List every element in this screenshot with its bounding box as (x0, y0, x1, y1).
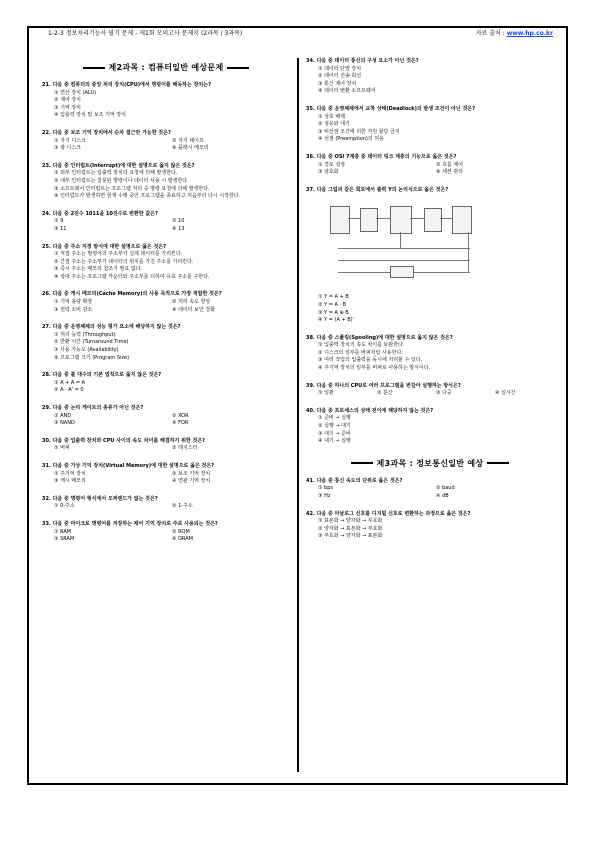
question-stem: 21. 다음 중 컴퓨터의 중앙 처리 장치(CPU)에서 명령어를 해독하는 장치는? (42, 82, 211, 88)
circuit-block (360, 208, 378, 232)
answer-option: ① 준비 → 실행 (318, 415, 351, 422)
answer-option: ③ 부호화 → 양자화 → 표본화 (318, 533, 383, 540)
question-item (42, 372, 290, 395)
answer-option: ① 표본화 → 양자화 → 부호화 (318, 518, 383, 525)
answer-option: ② baud (436, 485, 455, 492)
answer-option: ④ 인터럽트가 발생하면 현재 수행 중인 프로그램을 종료하고 처음부터 다시 시작한다. (54, 193, 241, 200)
answer-option: ④ 주기억 장치의 일부를 버퍼로 사용하는 방식이다. (318, 365, 431, 372)
answer-option: ② 흐름 제어 (436, 161, 463, 168)
answer-option: ② ROM (172, 528, 190, 535)
answer-option: ① 입출력 장치의 속도 차이를 보완한다. (318, 342, 405, 349)
answer-option-row (42, 445, 290, 453)
answer-option: ③ 즉시 주소는 메모리 참조가 필요 없다. (54, 266, 143, 273)
answer-option: ① 외부 인터럽트는 입출력 장치의 요청에 의해 발생한다. (54, 170, 178, 177)
page-header (48, 28, 553, 40)
answer-option: ② 디스크의 일부를 버퍼처럼 사용한다. (318, 349, 403, 356)
question-stem: 34. 다음 중 데이터 통신의 구성 요소가 아닌 것은? (306, 58, 419, 64)
answer-option-row (306, 162, 554, 170)
answer-option: ③ Y = A ⊕ B (318, 309, 349, 316)
question-item (306, 408, 554, 446)
answer-option: ① AND (54, 412, 72, 419)
question-item (42, 82, 290, 120)
answer-option: ③ 11 (54, 225, 67, 232)
answer-option: ① RAM (54, 528, 72, 535)
answer-option: ④ FOR (172, 420, 189, 427)
answer-option: ③ 전력 소비 감소 (54, 306, 93, 313)
question-item (306, 383, 554, 398)
title-bar-right (227, 67, 249, 69)
question-item (306, 335, 554, 373)
answer-option: ② XOR (172, 412, 189, 419)
answer-option: ① 9 (54, 218, 64, 225)
header-source-label: 자료 출처 : (475, 30, 505, 37)
question-item (42, 463, 290, 486)
question-stem: 22. 다음 중 보조 기억 장치에서 순차 접근만 가능한 것은? (42, 129, 171, 136)
answer-option-row (42, 413, 290, 421)
answer-option: ③ 대기 → 준비 (318, 430, 351, 437)
question-item (42, 521, 290, 544)
answer-option: ② 실행 → 대기 (318, 423, 351, 430)
answer-option: ④ 상대 주소는 프로그램 카운터와 주소부를 더하여 유효 주소를 구한다. (54, 273, 210, 280)
answer-option-row (42, 218, 290, 226)
question-item (42, 163, 290, 201)
answer-option: ④ 프로그램 크기 (Program Size) (54, 354, 130, 361)
question-stem: 36. 다음 중 OSI 7계층 중 데이터 링크 계층의 기능으로 옳은 것은? (306, 153, 457, 160)
question-list (306, 58, 554, 194)
answer-option: ③ Hz (318, 493, 331, 499)
answer-option-row (306, 390, 554, 398)
answer-option: ③ 다중 (436, 390, 452, 397)
answer-option-row (42, 420, 290, 428)
answer-option: ④ 연관 기억 장치 (172, 478, 211, 485)
answer-option-row (42, 145, 290, 153)
question-item (306, 106, 554, 144)
circuit-wire (348, 218, 360, 219)
answer-option-row (42, 478, 290, 486)
answer-option: ② 10 (172, 218, 185, 225)
answer-option: ③ 비선점 조건에 의한 자원 할당 금지 (318, 128, 400, 135)
question-stem: 25. 다음 중 주소 지정 방식에 대한 설명으로 옳은 것은? (42, 243, 167, 250)
answer-option-row (306, 485, 554, 493)
answer-option: ② A · A' = 0 (54, 387, 84, 394)
question-list (42, 82, 290, 544)
title-bar-left (351, 462, 373, 464)
answer-option: ④ 플래시 메모리 (172, 145, 209, 152)
circuit-wire (400, 232, 401, 248)
question-item (42, 130, 290, 153)
left-column (42, 58, 290, 554)
header-source (476, 28, 553, 40)
answer-option: ② 양자화 → 표본화 → 부호화 (318, 525, 383, 532)
answer-option: ④ Y = (A + B)' (318, 317, 354, 324)
answer-option: ④ 세션 관리 (436, 169, 463, 176)
circuit-block (330, 206, 350, 234)
answer-option: ④ DRAM (172, 536, 193, 543)
answer-option: ① 처리 능력 (Throughput) (54, 331, 116, 338)
question-stem: 29. 다음 중 논리 게이트의 종류가 아닌 것은? (42, 405, 144, 411)
answer-option: ① A + A = A (54, 379, 86, 386)
question-item (306, 478, 554, 501)
answer-option: ② 반환 시간 (Turnaround Time) (54, 339, 129, 346)
column-divider (297, 58, 299, 772)
answer-option: ① 데이터 단말 장치 (318, 65, 362, 72)
answer-option: ② 간접 주소는 주소부가 데이터의 위치를 가진 주소를 가리킨다. (54, 258, 194, 265)
answer-option-row (306, 169, 554, 177)
answer-option: ② Y = A · B (318, 301, 347, 308)
circuit-wire (338, 260, 470, 261)
question-item (42, 324, 290, 362)
question-stem: 42. 다음 중 아날로그 신호를 디지털 신호로 변환하는 과정으로 옳은 것은? (306, 510, 471, 517)
answer-option: ④ 데이터 변환 소프트웨어 (318, 88, 376, 95)
answer-option: ③ 광 디스크 (54, 145, 81, 152)
question-stem: 26. 다음 중 캐시 메모리(Cache Memory)의 사용 목적으로 가장 적합한 것은? (42, 291, 222, 298)
header-source-link[interactable]: www.hp.co.kr (506, 30, 553, 37)
answer-option: ① 경로 설정 (318, 161, 345, 168)
answer-option: ① 직접 주소는 명령어의 주소부가 실제 데이터를 가리킨다. (54, 251, 183, 258)
answer-option: ② 내부 인터럽트는 잘못된 명령이나 데이터 사용 시 발생한다. (54, 177, 189, 184)
answer-option-row (306, 493, 554, 501)
question-stem: 31. 다음 중 가상 기억 장치(Virtual Memory)에 대한 설명으로 옳은 것은? (42, 462, 215, 469)
answer-option: ① bps (318, 485, 334, 492)
circuit-wire (410, 218, 424, 219)
answer-option: ③ 사용 가능도 (Availability) (54, 347, 119, 354)
question-stem: 40. 다음 중 프로세스의 상태 전이에 해당하지 않는 것은? (306, 407, 434, 414)
answer-option: ③ SRAM (54, 536, 75, 543)
answer-option: ③ 기억 장치 (54, 104, 81, 111)
answer-option: ③ NAND (54, 420, 75, 427)
question-item (42, 244, 290, 282)
answer-option: ① 일괄 (318, 390, 334, 397)
circuit-block (390, 206, 412, 234)
answer-option: ① 0-주소 (54, 503, 75, 510)
question-item (306, 511, 554, 541)
question-item (306, 58, 554, 96)
answer-option-row (42, 299, 290, 307)
question-stem: 41. 다음 중 통신 속도의 단위로 옳은 것은? (306, 477, 403, 484)
answer-option: ④ 입출력 장치 및 보조 기억 장치 (54, 112, 126, 119)
answer-option: ② 보조 기억 장치 (172, 470, 211, 477)
question-stem: 23. 다음 중 인터럽트(Interrupt)에 대한 설명으로 옳지 않은 것은? (42, 162, 195, 169)
title-bar-left (83, 67, 105, 69)
question-item (42, 405, 290, 428)
circuit-wire (440, 218, 452, 219)
answer-option: ② 점유와 대기 (318, 121, 350, 128)
question-item (42, 211, 290, 234)
answer-option: ④ 실시간 (495, 390, 516, 397)
section-title (42, 60, 290, 76)
section-title-text: 제3과목 : 정보통신일반 예상 (376, 458, 484, 468)
title-bar-right (487, 462, 509, 464)
answer-option: ③ 암호화 (318, 169, 339, 176)
answer-option-row (42, 536, 290, 544)
question-stem: 37. 다음 그림과 같은 회로에서 출력 Y의 논리식으로 옳은 것은? (306, 186, 449, 193)
question-stem: 35. 다음 중 운영체제에서 교착 상태(Deadlock)의 발생 조건이 아닌 것은? (306, 105, 476, 112)
answer-option: ② 1-주소 (172, 503, 193, 510)
header-title: 1-2-3 정보처리기능사 필기 문제 - 제1회 모의고사 문제지 (2과목 / 3과목) (48, 30, 243, 37)
circuit-block (452, 206, 472, 234)
answer-option: ① 자기 디스크 (54, 137, 86, 144)
answer-option: ② 데이터 전송 회선 (318, 73, 362, 80)
question-item (42, 496, 290, 511)
circuit-block (390, 266, 414, 278)
answer-option: ④ dB (436, 493, 449, 499)
right-column (306, 58, 554, 551)
question-item (306, 294, 554, 324)
question-stem: 39. 다음 중 하나의 CPU로 여러 프로그램을 번갈아 실행하는 방식은? (306, 382, 461, 389)
answer-option-row (42, 503, 290, 511)
section-title-text: 제2과목 : 컴퓨터일반 예상문제 (108, 63, 224, 72)
answer-option-row (42, 226, 290, 234)
answer-option: ② 처리 속도 향상 (172, 299, 211, 306)
question-stem: 28. 다음 중 불 대수의 기본 법칙으로 옳지 않은 것은? (42, 372, 162, 379)
section-title (306, 456, 554, 472)
answer-option: ① 상호 배제 (318, 113, 345, 120)
question-stem: 32. 다음 중 명령어 형식에서 오퍼랜드가 없는 것은? (42, 495, 158, 502)
question-stem: 24. 다음 중 2진수 1011을 10진수로 변환한 값은? (42, 210, 158, 217)
answer-option-row (42, 307, 290, 315)
question-item (42, 291, 290, 314)
answer-option: ③ 소프트웨어 인터럽트는 프로그램 처리 중 명령 요청에 의해 발생한다. (54, 185, 210, 192)
circuit-wire (338, 248, 470, 249)
question-list (306, 294, 554, 446)
question-stem: 27. 다음 중 운영체제의 성능 평가 요소에 해당하지 않는 것은? (42, 324, 181, 331)
question-list (306, 478, 554, 541)
question-item (42, 438, 290, 453)
answer-option: ① 버퍼 (54, 445, 70, 452)
answer-option-row (42, 529, 290, 537)
answer-option: ② 레지스터 (172, 445, 198, 452)
question-stem: 30. 다음 중 입출력 장치와 CPU 사이의 속도 차이를 해결하기 위한 것은? (42, 437, 206, 444)
answer-option: ④ 13 (172, 225, 185, 232)
answer-option: ③ 여러 작업의 입출력을 동시에 처리할 수 있다. (318, 357, 423, 364)
answer-option: ④ 선점 (Preemption)의 허용 (318, 136, 384, 143)
answer-option: ① 기억 용량 확장 (54, 299, 93, 306)
question-item (306, 154, 554, 177)
circuit-block (424, 208, 442, 232)
question-stem: 38. 다음 중 스풀링(Spooling)에 대한 설명으로 옳지 않은 것은? (306, 334, 453, 341)
answer-option: ② 자기 테이프 (172, 137, 204, 144)
circuit-wire (376, 218, 390, 219)
answer-option: ① 주기억 장치 (54, 470, 86, 477)
answer-option: ② 분산 (377, 390, 393, 397)
answer-option: ③ 통신 제어 장치 (318, 80, 357, 87)
circuit-wire (468, 232, 469, 272)
question-item (306, 187, 554, 195)
answer-option: ① 연산 장치 (ALU) (54, 89, 97, 96)
answer-option: ① Y = A + B (318, 294, 349, 301)
question-stem: 33. 다음 중 마이크로 명령어를 저장하는 제어 기억 장치로 주로 사용되는 것은? (42, 520, 218, 527)
answer-option: ② 제어 장치 (54, 97, 81, 104)
answer-option: ④ 데이터 보안 강화 (172, 306, 216, 313)
answer-option: ③ 캐시 메모리 (54, 478, 86, 485)
answer-option: ④ 대기 → 실행 (318, 438, 351, 445)
logic-circuit-diagram (328, 204, 478, 284)
